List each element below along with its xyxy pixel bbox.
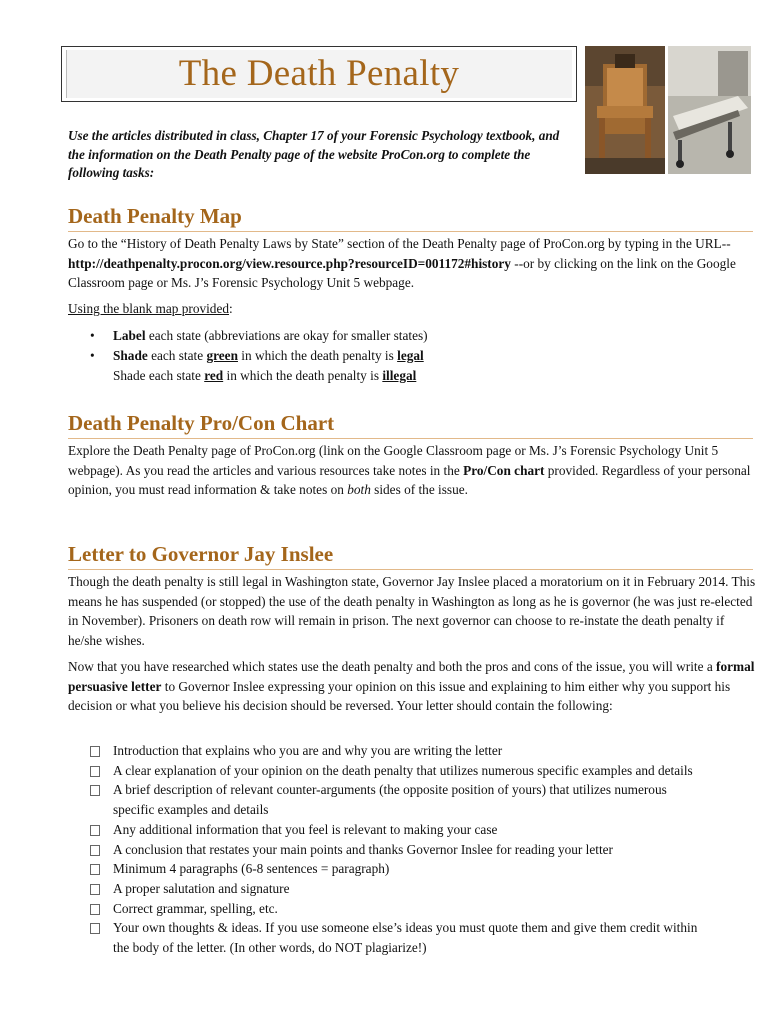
shade-red-text-2: in which the death penalty is xyxy=(223,368,383,383)
list-item xyxy=(90,346,690,386)
red-word: red xyxy=(204,368,224,383)
checkbox-icon xyxy=(90,785,100,796)
procon-url: http://deathpenalty.procon.org/view.resource.php?resourceID=001172#history xyxy=(68,255,511,271)
page-title: The Death Penalty xyxy=(178,53,460,94)
checkbox-icon xyxy=(90,845,100,856)
requirement-text: Your own thoughts & ideas. If you use someone else’s ideas you must quote them and give them credit within the body of the letter. (In other words, do NOT plagiarize!) xyxy=(113,920,698,956)
letter-paragraph-2 xyxy=(68,657,758,716)
letter-paragraph-1: Though the death penalty is still legal in Washington state, Governor Jay Inslee placed a moratorium on it in February 2014. This means he has suspended (or stopped) the use of the death penalty in Washington as long as he is governor (he was just re-elected in November). Prisoners on death row will remain in prison. The next governor can choose to re-instate the death penalty if he/she wishes. xyxy=(68,574,756,648)
pro-con-chart-bold: Pro/Con chart xyxy=(463,462,545,478)
gurney-photo xyxy=(668,46,751,174)
chart-text-c: sides of the issue. xyxy=(370,482,468,497)
chart-text-b: provided. Regardless of your personal opinion, you must read information & take notes on xyxy=(68,462,751,497)
map-using-line xyxy=(68,299,758,319)
letter-text-b: to Governor Inslee expressing your opinion on this issue and explaining to him either why you support his decision or what you believe his decision should be reversed. Your letter should contain the following: xyxy=(68,678,731,713)
label-text: each state (abbreviations are okay for smaller states) xyxy=(145,328,428,343)
list-item xyxy=(90,761,710,781)
letter-requirements-list xyxy=(90,741,710,958)
title-box xyxy=(61,46,577,102)
chart-text-a: Explore the Death Penalty page of ProCon.org (link on the Google Classroom page or Ms. J’s Forensic Psychology Unit 5 webpage). As you read the articles and various resources take notes in the xyxy=(68,443,719,478)
list-item xyxy=(90,840,710,860)
bullet-icon: • xyxy=(90,328,95,343)
requirement-text: A conclusion that restates your main points and thanks Governor Inslee for reading your letter xyxy=(113,841,613,857)
checkbox-icon xyxy=(90,904,100,915)
list-item xyxy=(90,741,710,761)
checkbox-icon xyxy=(90,923,100,934)
list-item xyxy=(90,780,710,819)
legal-word: legal xyxy=(397,348,424,363)
checkbox-icon xyxy=(90,884,100,895)
requirement-text: A clear explanation of your opinion on the death penalty that utilizes numerous specific examples and details xyxy=(113,762,693,778)
illegal-word: illegal xyxy=(382,368,417,383)
list-item xyxy=(90,820,710,840)
using-map-text: Using the blank map provided xyxy=(68,301,230,316)
list-item xyxy=(90,326,690,346)
requirement-text: Minimum 4 paragraphs (6-8 sentences = paragraph) xyxy=(113,861,390,877)
list-item xyxy=(90,899,710,919)
list-item xyxy=(90,918,710,957)
shade-text: each state xyxy=(147,348,207,363)
shade-bold: Shade xyxy=(113,348,148,363)
map-text-a: Go to the “History of Death Penalty Laws by State” section of the Death Penalty page of ProCon.org by typing in the URL-- xyxy=(68,236,731,251)
shade-red-text: Shade each state xyxy=(113,368,205,383)
checkbox-icon xyxy=(90,825,100,836)
map-paragraph xyxy=(68,234,758,293)
list-item xyxy=(90,859,710,879)
checkbox-icon xyxy=(90,766,100,777)
heading-death-penalty-map: Death Penalty Map xyxy=(68,204,753,232)
requirement-text: A proper salutation and signature xyxy=(113,880,290,896)
shade-text-2: in which the death penalty is xyxy=(237,348,398,363)
chart-paragraph xyxy=(68,441,758,500)
heading-letter-to-governor: Letter to Governor Jay Inslee xyxy=(68,542,753,570)
map-text-b: --or by clicking on the link on the Google Classroom page or Ms. J’s Forensic Psychology Unit 5 webpage. xyxy=(68,255,736,290)
formal-letter-bold: formal persuasive letter xyxy=(68,659,755,694)
checkbox-icon xyxy=(90,746,100,757)
list-item xyxy=(90,879,710,899)
using-colon: : xyxy=(229,301,233,316)
label-bold: Label xyxy=(113,328,146,343)
both-italic: both xyxy=(347,482,371,497)
map-task-list xyxy=(90,326,690,386)
requirement-text: A brief description of relevant counter-arguments (the opposite position of yours) that utilizes numerous specific examples and details xyxy=(113,782,667,818)
requirement-text: Any additional information that you feel is relevant to making your case xyxy=(113,821,498,837)
electric-chair-photo xyxy=(585,46,665,174)
intro-instructions: Use the articles distributed in class, Chapter 17 of your Forensic Psychology textbook, and the information on the Death Penalty page of the website ProCon.org to complete the following tasks: xyxy=(68,128,560,180)
requirement-text: Correct grammar, spelling, etc. xyxy=(113,900,278,916)
heading-pro-con-chart: Death Penalty Pro/Con Chart xyxy=(68,411,753,439)
checkbox-icon xyxy=(90,864,100,875)
bullet-icon: • xyxy=(90,348,95,363)
green-word: green xyxy=(206,348,238,363)
letter-text-a: Now that you have researched which states use the death penalty and both the pros and cons of the issue, you will write a xyxy=(68,659,717,674)
requirement-text: Introduction that explains who you are and why you are writing the letter xyxy=(113,743,503,758)
